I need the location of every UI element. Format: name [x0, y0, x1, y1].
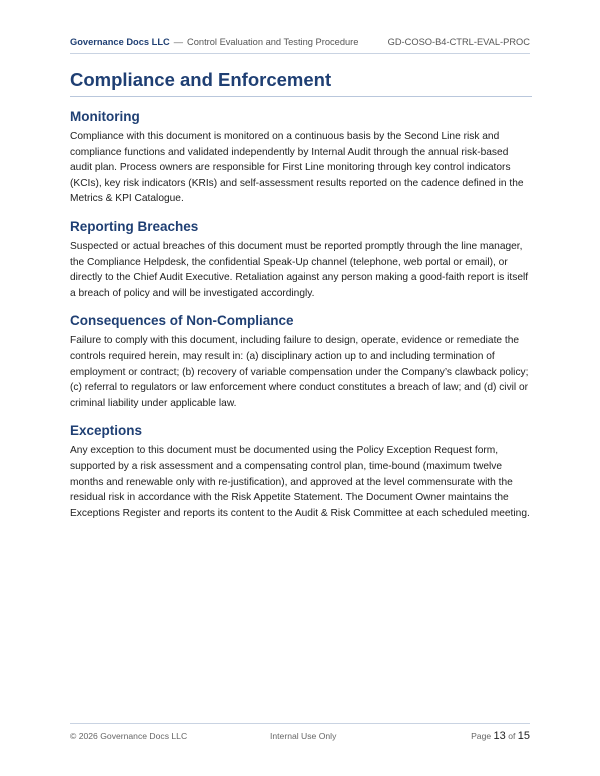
page-footer — [70, 728, 530, 744]
section-heading: Reporting Breaches — [70, 218, 199, 234]
page-current: 13 — [493, 730, 506, 742]
copyright-text: © 2026 Governance Docs LLC — [70, 731, 188, 741]
header-separator: — — [173, 37, 184, 47]
page-total: 15 — [517, 730, 530, 742]
section-exceptions — [70, 421, 532, 521]
page-number — [471, 728, 530, 744]
document-code: GD-COSO-B4-CTRL-EVAL-PROC — [387, 37, 530, 47]
section-body: Suspected or actual breaches of this document must be reported promptly through the line manager, the Compliance Helpdesk, the confidential Speak-Up channel (telephone, web portal or email), or directly to the Chief Audit Executive. Retaliation against any person making a good-faith report is itself a breach of policy and will be investigated accordingly. — [70, 240, 529, 299]
document-title: Control Evaluation and Testing Procedure — [187, 37, 359, 47]
main-content — [70, 66, 532, 521]
section-heading: Consequences of Non-Compliance — [70, 313, 294, 329]
footer-divider — [70, 723, 530, 724]
page-label: Page — [471, 731, 492, 741]
section-heading: Exceptions — [70, 423, 143, 439]
page-of: of — [508, 731, 516, 741]
header-divider — [70, 53, 530, 54]
section-heading: Monitoring — [70, 109, 140, 124]
section-body: Failure to comply with this document, including failure to design, operate, evidence or remediate the controls required herein, may result in: (a) disciplinary action up to and including termination of employment or contract; (b) recovery of variable compensation under the Company’s clawback policy; (c) referral to regulators or law enforcement where conduct constitutes a breach of law; and (d) civil or criminal liability under applicable law. — [70, 335, 529, 409]
section-reporting-breaches — [70, 217, 532, 301]
section-consequences — [70, 311, 532, 411]
page-header — [70, 34, 530, 50]
section-body: Compliance with this document is monitored on a continuous basis by the Second Line risk and compliance functions and validated independently by Internal Audit through the annual risk-based audit plan. Process owners are responsible for First Line monitoring through key control indicators (KCIs), key risk indicators (KRIs) and self-assessment results reported on the cadence defined in the Metrics & KPI Catalogue. — [70, 131, 524, 205]
company-name: Governance Docs LLC — [70, 37, 170, 47]
section-body: Any exception to this document must be documented using the Policy Exception Request form, supported by a risk assessment and a compensating control plan, time-bound (maximum twelve months and renewable only with re-justification), and approved at the level commensurate with the residual risk in accordance with the Risk Appetite Statement. The Document Owner maintains the Exceptions Register and reports its content to the Audit & Risk Committee at each scheduled meeting. — [70, 445, 530, 519]
section-monitoring — [70, 107, 532, 207]
header-left — [70, 34, 358, 50]
page-title: Compliance and Enforcement — [70, 66, 532, 97]
classification-label: Internal Use Only — [270, 731, 337, 741]
